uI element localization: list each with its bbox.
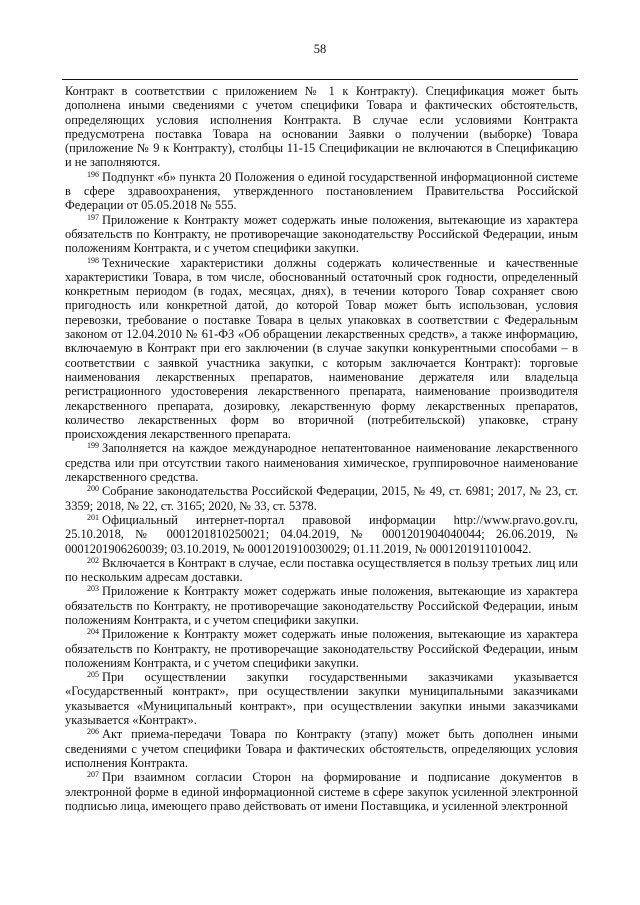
footnote-197 (65, 213, 578, 256)
footnote-text: Официальный интернет-портал правовой информации http://www.pravo.gov.ru, 25.10.2018, № 0001201810250021; 04.04.2019, № 0001201904040044; 26.06.2019, № 0001201906260039; 03.10.2019, № 0001201910030029; 01.11.2019, № 0001201911010042. (65, 512, 578, 556)
footnote-text: Подпункт «б» пункта 20 Положения о единой государственной информационной системе в сфере здравоохранения, утвержденного постановлением Правительства Российской Федерации от 05.05.2018 № 555. (65, 169, 578, 213)
footnote-200 (65, 484, 578, 513)
footnote-202 (65, 556, 578, 585)
page-number: 58 (313, 42, 327, 56)
footnote-text: Собрание законодательства Российской Федерации, 2015, № 49, ст. 6981; 2017, № 23, ст. 3359; 2018, № 22, ст. 3165; 2020, № 33, ст. 5378. (65, 484, 578, 513)
footnote-separator (62, 79, 578, 80)
footnote-number: 197 (87, 212, 99, 222)
footnote-number: 202 (87, 555, 99, 565)
footnote-199 (65, 441, 578, 484)
footnote-number: 196 (87, 169, 99, 179)
footnote-203 (65, 584, 578, 627)
footnote-text: Включается в Контракт в случае, если поставка осуществляется в пользу третьих лиц или по нескольким адресам доставки. (65, 555, 578, 585)
footnotes (65, 84, 578, 813)
footnote-text: При осуществлении закупки государственными заказчиками указывается «Государственный контракт», при осуществлении закупки муниципальными заказчиками указывается «Муниципальный контракт», при осуществлении закупки иными заказчиками указывается «Контракт». (65, 670, 578, 728)
footnote-number: 200 (87, 484, 99, 494)
footnote-number: 199 (87, 441, 99, 451)
footnote-continuation: Контракт в соответствии с приложением № 1 к Контракту). Спецификация может быть дополнена иными сведениями с учетом специфики Товара и фактических обстоятельств, определяющих условия исполнения Контракта. В случае если условиями Контракта предусмотрена поставка Товара на основании Заявки о получении (выборке) Товара (приложение № 9 к Контракту), столбцы 11-15 Спецификации не включаются в Спецификацию и не заполняются. (65, 84, 578, 170)
footnote-number: 204 (87, 627, 99, 637)
footnote-text: Акт приема-передачи Товара по Контракту (этапу) может быть дополнен иными сведениями с учетом специфики Товара и фактических обстоятельств, определяющих условия исполнения Контракта. (65, 727, 578, 770)
footnote-number: 207 (87, 770, 99, 780)
footnote-number: 201 (87, 512, 99, 522)
footnote-text: Приложение к Контракту может содержать иные положения, вытекающие из характера обязательств по Контракту, не противоречащие законодательству Российской Федерации, иным положениям Контракта, и с учетом специфики закупки. (65, 627, 578, 670)
footnote-198 (65, 256, 578, 442)
footnote-201 (65, 513, 578, 556)
footnote-text: Приложение к Контракту может содержать иные положения, вытекающие из характера обязательств по Контракту, не противоречащие законодательству Российской Федерации, иным положениям Контракта, и с учетом специфики закупки. (65, 584, 578, 627)
footnote-number: 205 (87, 670, 99, 680)
footnote-207 (65, 770, 578, 813)
footnote-206 (65, 727, 578, 770)
footnote-text: Приложение к Контракту может содержать иные положения, вытекающие из характера обязательств по Контракту, не противоречащие законодательству Российской Федерации, иным положениям Контракта, и с учетом специфики закупки. (65, 212, 578, 256)
footnote-number: 206 (87, 727, 99, 737)
footnote-text: Заполняется на каждое международное непатентованное наименование лекарственного средства или при отсутствии такого наименования химическое, группировочное наименование лекарственного средства. (65, 441, 578, 485)
footnote-205 (65, 670, 578, 727)
footnote-text: Технические характеристики должны содержать количественные и качественные характеристики Товара, в том числе, обоснованный остаточный срок годности, определенный конкретным периодом (в годах, месяцах, днях), в течении которого Товар сохраняет свою пригодность или конкретной датой, до которой Товар может быть использован, условия перевозки, требование о поставке Товара в целых упаковках в соответствии с Федеральным законом от 12.04.2010 № 61-ФЗ «Об обращении лекарственных средств», а также информацию, включаемую в Контракт при его заключении (в случае закупки конкурентными способами – в соответствии с заявкой участника закупки, с которым заключается Контракт): торговые наименования лекарственных препаратов, наименование держателя или владельца регистрационного удостоверения лекарственного препарата, наименование производителя лекарственного препарата, дозировку, лекарственную форму лекарственных препаратов, количество лекарственных форм во вторичной (потребительской) упаковке, страну происхождения лекарственного препарата. (65, 255, 578, 442)
footnote-204 (65, 627, 578, 670)
footnote-text: При взаимном согласии Сторон на формирование и подписание документов в электронной форме в единой информационной системе в сфере закупок усиленной электронной подписью лица, имеющего право действовать от имени Поставщика, и усиленной электронной (65, 770, 578, 813)
footnote-number: 198 (87, 255, 99, 265)
footnote-number: 203 (87, 584, 99, 594)
footnote-196 (65, 170, 578, 213)
